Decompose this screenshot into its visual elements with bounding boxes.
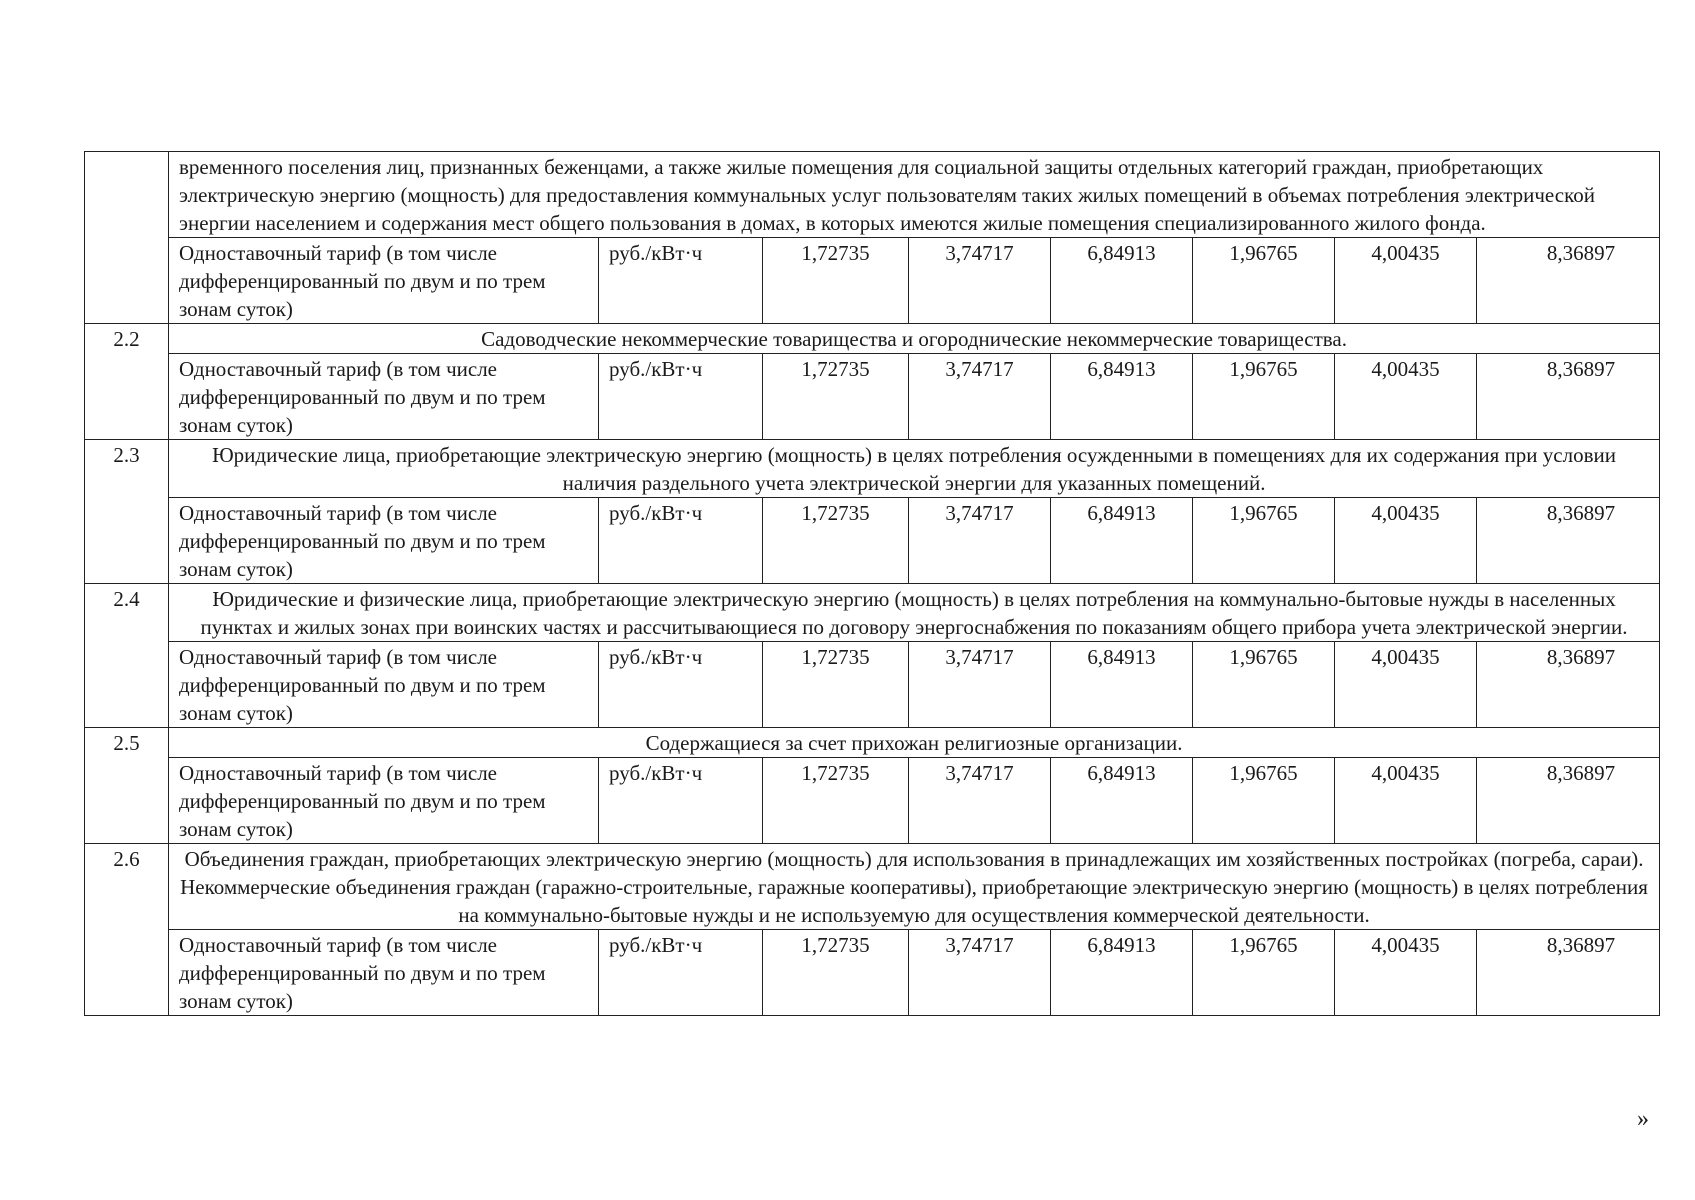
tariff-value: 1,96765 [1193,642,1335,728]
tariff-value: 6,84913 [1051,930,1193,1016]
tariff-value: 3,74717 [909,758,1051,844]
tariff-unit: руб./кВт·ч [599,642,763,728]
tariff-label: Одноставочный тариф (в том числе дифференцированный по двум и по трем зонам суток) [169,758,599,844]
row-number: 2.2 [85,324,169,440]
section-description-text: временного поселения лиц, признанных беженцами, а также жилые помещения для социальной защиты отдельных категорий граждан, приобретающих электрическую энергию (мощность) для предоставления коммунальных услуг пользователям таких жилых помещений в объемах потребления электрической энергии населением и содержания мест общего пользования в домах, в которых имеются жилые помещения специализированного жилого фонда. [179,155,1595,235]
tariff-row [85,238,1660,324]
section-row [85,152,1660,238]
tariff-label: Одноставочный тариф (в том числе дифференцированный по двум и по трем зонам суток) [169,238,599,324]
tariff-value: 1,72735 [763,238,909,324]
tariff-value: 8,36897 [1477,238,1660,324]
tariff-value: 3,74717 [909,238,1051,324]
tariff-unit: руб./кВт·ч [599,238,763,324]
tariff-value: 1,72735 [763,642,909,728]
tariff-row [85,642,1660,728]
closing-quote-mark: » [1637,1106,1649,1132]
tariff-value: 8,36897 [1477,354,1660,440]
tariff-table [84,151,1660,1016]
tariff-row [85,354,1660,440]
row-number: 2.6 [85,844,169,1016]
tariff-value: 1,72735 [763,498,909,584]
tariff-label: Одноставочный тариф (в том числе дифференцированный по двум и по трем зонам суток) [169,498,599,584]
tariff-row [85,498,1660,584]
tariff-value: 4,00435 [1335,498,1477,584]
tariff-value: 6,84913 [1051,758,1193,844]
row-number: 2.3 [85,440,169,584]
tariff-label: Одноставочный тариф (в том числе дифференцированный по двум и по трем зонам суток) [169,930,599,1016]
row-number: 2.4 [85,584,169,728]
tariff-value: 8,36897 [1477,498,1660,584]
row-number: 2.5 [85,728,169,844]
tariff-value: 3,74717 [909,642,1051,728]
tariff-value: 4,00435 [1335,354,1477,440]
section-row [85,440,1660,498]
tariff-value: 4,00435 [1335,238,1477,324]
tariff-unit: руб./кВт·ч [599,498,763,584]
tariff-value: 1,72735 [763,758,909,844]
tariff-value: 6,84913 [1051,238,1193,324]
tariff-table-body [85,152,1660,1016]
tariff-value: 4,00435 [1335,758,1477,844]
section-description-text: Некоммерческие объединения граждан (гаражно-строительные, гаражные кооперативы), приобретающие электрическую энергию (мощность) в целях потребления на коммунально-бытовые нужды и не используемую для осуществления коммерческой деятельности. [180,875,1648,927]
section-description [169,584,1660,642]
tariff-value: 1,72735 [763,930,909,1016]
tariff-value: 6,84913 [1051,498,1193,584]
section-row [85,324,1660,354]
section-row [85,844,1660,930]
tariff-unit: руб./кВт·ч [599,354,763,440]
tariff-value: 1,96765 [1193,498,1335,584]
tariff-unit: руб./кВт·ч [599,758,763,844]
tariff-value: 3,74717 [909,354,1051,440]
tariff-value: 8,36897 [1477,930,1660,1016]
section-row [85,584,1660,642]
section-description-text: Юридические и физические лица, приобретающие электрическую энергию (мощность) в целях потребления на коммунально-бытовые нужды в населенных пунктах и жилых зонах при воинских частях и рассчитывающиеся по договору энергоснабжения по показаниям общего прибора учета электрической энергии. [200,587,1628,639]
tariff-value: 3,74717 [909,930,1051,1016]
section-description-text: Содержащиеся за счет прихожан религиозные организации. [645,731,1183,755]
tariff-label: Одноставочный тариф (в том числе дифференцированный по двум и по трем зонам суток) [169,642,599,728]
section-description [169,844,1660,930]
tariff-unit: руб./кВт·ч [599,930,763,1016]
row-number [85,152,169,324]
section-description-text: Объединения граждан, приобретающих электрическую энергию (мощность) для использования в принадлежащих им хозяйственных постройках (погреба, сараи). [184,847,1644,871]
tariff-value: 6,84913 [1051,354,1193,440]
tariff-label: Одноставочный тариф (в том числе дифференцированный по двум и по трем зонам суток) [169,354,599,440]
tariff-value: 6,84913 [1051,642,1193,728]
section-description-text: Юридические лица, приобретающие электрическую энергию (мощность) в целях потребления осужденными в помещениях для их содержания при условии наличия раздельного учета электрической энергии для указанных помещений. [212,443,1616,495]
tariff-value: 1,96765 [1193,930,1335,1016]
tariff-value: 1,96765 [1193,238,1335,324]
tariff-value: 4,00435 [1335,642,1477,728]
tariff-row [85,758,1660,844]
tariff-value: 1,72735 [763,354,909,440]
section-description [169,728,1660,758]
tariff-value: 1,96765 [1193,758,1335,844]
section-description [169,152,1660,238]
tariff-value: 3,74717 [909,498,1051,584]
section-description-text: Садоводческие некоммерческие товарищества и огороднические некоммерческие товарищества. [481,327,1347,351]
tariff-value: 4,00435 [1335,930,1477,1016]
tariff-value: 1,96765 [1193,354,1335,440]
section-description [169,440,1660,498]
section-row [85,728,1660,758]
section-description [169,324,1660,354]
tariff-row [85,930,1660,1016]
tariff-value: 8,36897 [1477,642,1660,728]
tariff-value: 8,36897 [1477,758,1660,844]
